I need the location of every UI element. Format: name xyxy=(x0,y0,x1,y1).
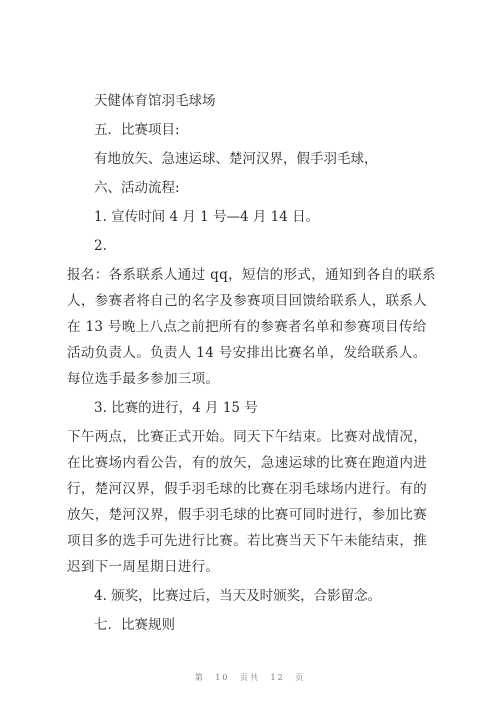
promotion-line: 1. 宣传时间 4 月 1 号—4 月 14 日。 xyxy=(94,209,320,225)
section-heading-rules: 七．比赛规则 xyxy=(94,617,175,633)
section-heading-process: 六、活动流程: xyxy=(94,180,180,196)
signup-paragraph: 报名：各系联系人通过 qq，短信的形式，通知到各自的联系人，参赛者将自己的名字及参赛项目回馈给联系人，联系人在 13 号晚上八点之前把所有的参赛者名单和参赛项目传给活动负责人。负责人 14 号安排出比赛名单，发给联系人。每位选手最多参加三项。 xyxy=(67,267,436,387)
page-footer xyxy=(0,672,500,683)
venue-line: 天健体育馆羽毛球场 xyxy=(94,93,216,109)
footer-total-pages: 12 xyxy=(270,673,285,682)
document-body xyxy=(67,88,437,641)
item-2-number: 2. xyxy=(94,238,107,254)
match-paragraph: 下午两点，比赛正式开始。同天下午结束。比赛对战情况，在比赛场内看公告，有的放矢，急速运球的比赛在跑道内进行，楚河汉界，假手羽毛球的比赛在羽毛球场内进行。有的放矢，楚河汉界，假手羽毛球的比赛可同时进行，参加比赛项目多的选手可先进行比赛。若比赛当天下午未能结束，推迟到下一周星期日进行。 xyxy=(67,429,428,575)
section-heading-events: 五．比赛项目: xyxy=(94,122,180,138)
footer-middle: 页共 xyxy=(240,673,260,682)
footer-current-page: 10 xyxy=(215,673,230,682)
footer-prefix: 第 xyxy=(194,673,205,682)
award-line: 4. 颁奖，比赛过后，当天及时颁奖，合影留念。 xyxy=(94,588,382,604)
match-date-line: 3. 比赛的进行，4 月 15 号 xyxy=(94,400,258,416)
footer-suffix: 页 xyxy=(295,673,306,682)
events-list-line: 有地放矢、急速运球、楚河汉界，假手羽毛球， xyxy=(94,151,378,167)
